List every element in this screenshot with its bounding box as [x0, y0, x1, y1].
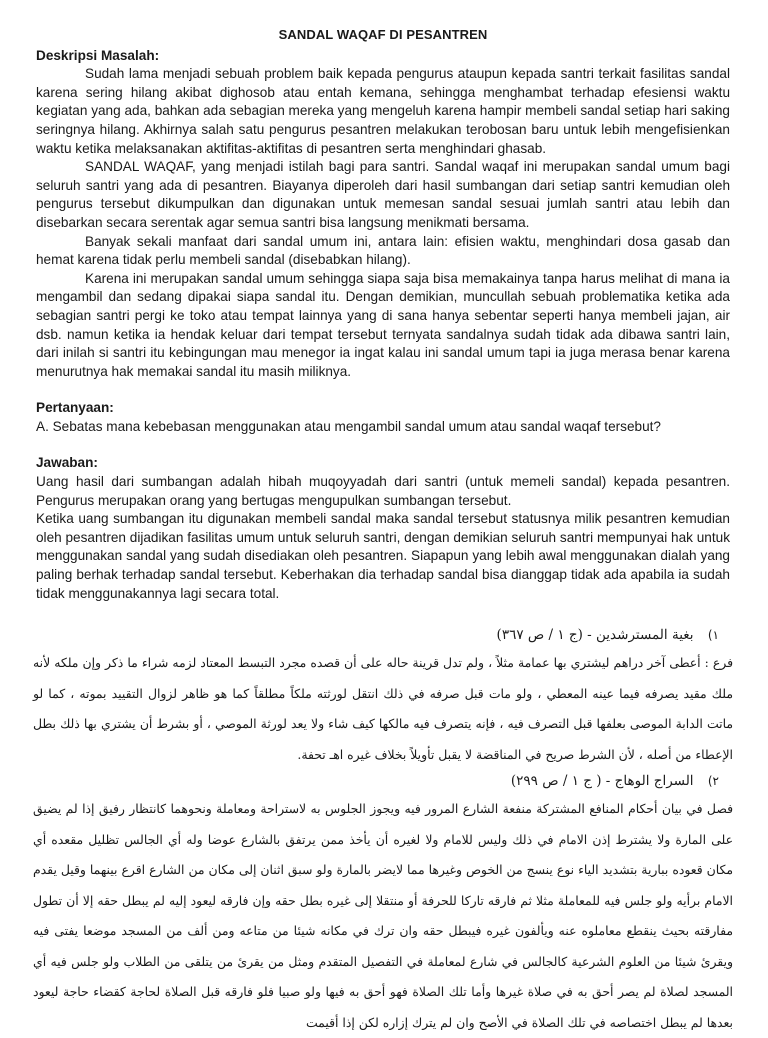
reference-text-1: فرع : أعطى آخر دراهم ليشتري بها عمامة مثلاً ، ولم تدل قرينة حاله على أن قصده مجرد التبسط المعتاد لزمه شراء ما ذكر وإن ملكه لأنه ملك مقيد يصرفه فيما عينه المعطي ، ولو مات قبل صرفه في ذلك انتقل لورثته ملكاً مطلقاً كما هو ظاهر لزوال التقييد بموته ، كما لو ماتت الدابة الموصى بعلفها قبل التصرف فيه ، فإنه يتصرف فيه مالكها كيف شاء ولا يعد لورثة الموصي ، أو بشرط أن يشتري بها ذلك بطل الإعطاء من أصله ، لأن الشرط صريح في المناقضة لا يقبل تأويلاً بخلاف غيره اهـ تحفة.	[33, 655, 733, 762]
spacer	[36, 436, 730, 454]
jawaban-paragraph-1: Uang hasil dari sumbangan adalah hibah muqoyyadah dari santri (untuk memeli sandal) kepada pesantren. Pengurus merupakan orang yang bertugas mengupulkan sumbangan tersebut.	[36, 474, 730, 508]
reference-number-2: ٢)	[707, 774, 719, 788]
reference-text-2: فصل في بيان أحكام المنافع المشتركة منفعة الشارع المرور فيه ويجوز الجلوس به لاستراحة ومعاملة ونحوهما كانتظار رفيق إذا لم يضيق على المارة ولا يشترط إذن الامام في ذلك وليس للامام ولا لغيره أن يأخذ ممن يرتفق بالشارع عوضا وله أي الجالس تظليل مقعده أي مكان قعوده ببارية بتشديد الياء نوع ينسج من الخوص وغيرها مما لايضر بالمارة ولو سبق اثنان إلى مكان من الشارع اقرع بينهما وقيل يقدم الامام برأيه ولو جلس فيه للمعاملة مثلا ثم فارقه تاركا للحرفة أو منتقلا إلى غيره بطل حقه وإن فارقه ليعود إليه لم يبطل حقه إلا أن تطول مفارقته بحيث ينقطع معاملوه عنه ويألفون غيره فيبطل حقه وان ترك في مكانه شيئا من متاعه ومن ألف من المسجد موضعا يفتى فيه ويقرئ شيئا من العلوم الشرعية كالجالس في شارع لمعاملة في التفصيل المتقدم ومثل من يقرئ من يتلقى من الطلاب ولو جلس فيه أي المسجد لصلاة لم يصر أحق به في صلاة غيرها وأما تلك الصلاة فهو أحق به فيها ولو صبيا فلو فارقه قبل الصلاة لحاجة كقضاء حاجة ليعود بعدها لم يبطل اختصاصه في تلك الصلاة في الأصح وان لم يترك إزاره لكن إذا أقيمت	[33, 801, 733, 1030]
deskripsi-paragraph-4: Karena ini merupakan sandal umum sehingga siapa saja bisa memakainya tanpa harus melihat di mana ia mengambil dan sedang dipakai siapa sandal itu. Dengan demikian, muncullah sebuah problematika ketika ada sebagian santri pergi ke toko atau tempat lainnya yang di sana hanya sebentar seperti hanya membeli jajan, air dsb. namun ketika ia hendak keluar dari tempat tersebut ternyata sandalnya sudah tidak ada dibawa santri lain, dari inilah si santri itu kebingungan mau menegor ia ingat kalau ini sandal umum tapi ia juga merasa benar karena menurutnya hak memakai sandal itu masih miliknya.	[36, 270, 730, 379]
pertanyaan-heading: Pertanyaan:	[36, 400, 114, 416]
document-body	[36, 26, 730, 603]
reference-number-1: ١)	[707, 628, 719, 642]
reference-title-2	[33, 770, 733, 792]
deskripsi-paragraph-2: SANDAL WAQAF, yang menjadi istilah bagi para santri. Sandal waqaf ini merupakan sandal umum bagi seluruh santri yang ada di pesantren. Biayanya diperoleh dari hasil sumbangan dari setiap santri kemudian oleh pengurus tersebut dikumpulkan dan digunakan untuk memesan sandal sesuai jumlah santri atau lebih dan disebarkan secara serentak agar semua santri bisa langsung menikmati bersama.	[36, 159, 730, 230]
arabic-references	[33, 624, 733, 1038]
pertanyaan-text: A. Sebatas mana kebebasan menggunakan atau mengambil sandal umum atau sandal waqaf tersebut?	[36, 418, 661, 434]
deskripsi-heading: Deskripsi Masalah:	[36, 47, 160, 63]
reference-source-2: السراج الوهاج - ( ج ١ / ص ٢٩٩)	[510, 773, 694, 789]
deskripsi-paragraph-1: Sudah lama menjadi sebuah problem baik kepada pengurus ataupun kepada santri terkait fasilitas sandal karena sering hilang akibat dighosob atau entah kemana, sehingga menghambat terhadap efesiensi waktu kegiatan yang ada, bahkan ada sebagian mereka yang mengeluh karena hampir membeli sandal setiap hari saking seringnya hilang. Akhirnya salah satu pengurus pesantren melakukan terobosan baru untuk lebih mengefisienkan waktu ketika melaksanakan aktifitas-aktifitas di pesantren serta menghindari ghasab.	[36, 66, 730, 156]
jawaban-heading: Jawaban:	[36, 455, 98, 471]
reference-title-1	[33, 624, 733, 646]
spacer	[36, 381, 730, 399]
jawaban-paragraph-2: Ketika uang sumbangan itu digunakan membeli sandal maka sandal tersebut statusnya milik pesantren kemudian oleh pesantren dijadikan fasilitas umum untuk seluruh santri, dengan demikian seluruh santri mempunyai hak untuk menggunakan sandal yang sudah disediakan oleh pesantren. Siapapun yang lebih awal menggunakan dialah yang paling berhak terhadap sandal tersebut. Keberhakan dia terhadap sandal bisa dianggap tidak ada apabila ia sudah tidak menggunakannya lagi secara total.	[36, 511, 730, 601]
deskripsi-paragraph-3: Banyak sekali manfaat dari sandal umum ini, antara lain: efisien waktu, menghindari dosa gasab dan hemat karena tidak perlu membeli sandal (disebabkan hilang).	[36, 233, 730, 268]
reference-source-1: بغية المسترشدين - (ج ١ / ص ٣٦٧)	[496, 627, 694, 643]
document-title: SANDAL WAQAF DI PESANTREN	[278, 27, 488, 42]
